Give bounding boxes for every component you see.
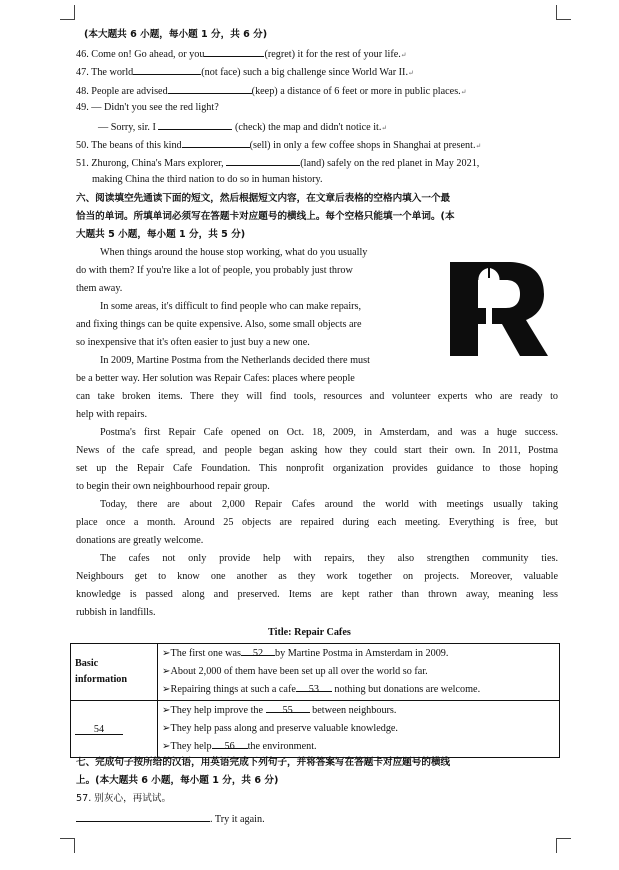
question-47: 47. The world (not face) such a big challenge since World War II.↵ — [76, 64, 414, 80]
passage-p1-l2: do with them? If you're like a lot of people, you probably just throw — [76, 265, 353, 276]
table-row — [71, 644, 560, 701]
blank-52[interactable] — [241, 645, 275, 659]
row2-line1 — [158, 702, 559, 720]
table-title: Title: Repair Cafes — [268, 627, 351, 638]
blank-55-number: 55 — [282, 705, 293, 716]
blank-56-number: 56 — [224, 741, 235, 752]
row1-l1-a: ➢The first one was — [162, 648, 241, 659]
summary-table — [70, 643, 560, 758]
passage-p5-l1: Today, there are about 2,000 Repair Cafes around the world with meetings usually taking — [100, 499, 558, 510]
row1-label-2: information — [75, 674, 128, 685]
question-46: 46. Come on! Go ahead, or you (regret) it for the rest of your life.↵ — [76, 46, 407, 62]
q48-text-a: 48. People are advised — [76, 86, 168, 97]
q57-blank[interactable] — [76, 811, 210, 822]
row2-line2: ➢They help pass along and preserve valuable knowledge. — [162, 723, 398, 734]
passage-p6-l4: rubbish in landfills. — [76, 607, 156, 618]
q50-text-b: (sell) in only a few coffee shops in Shanghai at present. — [249, 140, 476, 151]
q57-text: . Try it again. — [210, 814, 265, 825]
passage-p4-l1: Postma's first Repair Cafe opened on Oct. 18, 2009, in Amsterdam, and was a huge success. — [100, 427, 558, 438]
q51-text-b: (land) safely on the red planet in May 2021, — [300, 158, 480, 169]
q49-text-b: — Sorry, sir. I — [98, 122, 156, 133]
section7-instruction-2: 上。(本大题共 6 小题，每小题 1 分，共 6 分) — [76, 775, 279, 786]
section6-instruction-2: 恰当的单词。所填单词必须写在答题卡对应题号的横线上。每个空格只能填一个单词。(本 — [76, 211, 455, 222]
question-51-line2: making China the third nation to do so in human history. — [92, 174, 323, 185]
corner-mark-bottom-left — [60, 838, 75, 853]
row1-l3-a: ➢Repairing things at such a cafe — [162, 684, 296, 695]
row1-l3-b: nothing but donations are welcome. — [334, 684, 481, 695]
q47-blank[interactable] — [133, 64, 201, 75]
passage-p6-l2: Neighbours get to know one another as they work together on projects. Moreover, valuable — [76, 571, 558, 582]
passage-p6-l1: The cafes not only provide help with repairs, they also strengthen community ties. — [100, 553, 558, 564]
row1-label-1: Basic — [75, 658, 99, 669]
q49-blank[interactable] — [158, 119, 232, 130]
row1-line3 — [158, 681, 559, 699]
row1-l1-b: by Martine Postma in Amsterdam in 2009. — [274, 648, 449, 659]
q46-text-b: (regret) it for the rest of your life. — [264, 49, 401, 60]
blank-52-number: 52 — [252, 648, 264, 659]
row2-content-cell — [158, 701, 560, 758]
q47-text-b: (not face) such a big challenge since World War II. — [201, 67, 408, 78]
row2-line3 — [158, 738, 559, 756]
section7-instruction-1: 七、完成句子按所给的汉语，用英语完成下列句子，并将答案写在答题卡对应题号的横线 — [76, 757, 451, 768]
passage-p1-l1: When things around the house stop working, what do you usually — [100, 247, 368, 258]
row1-label-cell — [71, 644, 158, 701]
question-57-english — [76, 811, 265, 827]
q49-text-c: (check) the map and didn't notice it. — [235, 122, 382, 133]
passage-p5-l3: donations are greatly welcome. — [76, 535, 204, 546]
passage-p5-l2: place once a month. Around 25 objects are repaired during each meeting. Everything is free, but — [76, 517, 558, 528]
corner-mark-top-left — [60, 5, 75, 20]
passage-p2-l1: In some areas, it's difficult to find people who can make repairs, — [100, 301, 362, 312]
section6-instruction-1: 六、阅读填空先通读下面的短文，然后根据短文内容，在文章后表格的空格内填入一个最 — [76, 193, 451, 204]
blank-54-number: 54 — [93, 723, 105, 735]
section5-header: (本大题共 6 小题，每小题 1 分，共 6 分) — [84, 29, 268, 40]
blank-54[interactable] — [75, 724, 123, 735]
q48-text-b: (keep) a distance of 6 feet or more in public places. — [251, 86, 461, 97]
row1-content-cell — [158, 644, 560, 701]
row2-label — [71, 724, 157, 735]
passage-p6-l3: knowledge is passed along and preserved. Items are kept rather than thrown away, meaning less — [76, 589, 558, 600]
corner-mark-top-right — [556, 5, 571, 20]
q51-blank[interactable] — [226, 155, 300, 166]
passage-p3-l2: be a better way. Her solution was Repair Cafes: places where people — [76, 373, 355, 384]
question-49-line1: 49. — Didn't you see the red light? — [76, 102, 219, 113]
q46-blank[interactable] — [204, 46, 264, 57]
passage-p2-l3: so inexpensive that it's often easier to just buy a new one. — [76, 337, 310, 348]
row2-l3-a: ➢They help — [162, 741, 212, 752]
q51-text-a: 51. Zhurong, China's Mars explorer, — [76, 158, 224, 169]
passage-p4-l3: set up the Repair Cafe Foundation. This nonprofit organization provides guidance to those hoping — [76, 463, 558, 474]
row2-label-cell — [71, 701, 158, 758]
blank-53-number: 53 — [308, 684, 319, 695]
passage-p3-l1: In 2009, Martine Postma from the Netherlands decided there must — [100, 355, 370, 366]
section6-instruction-3: 大题共 5 小题，每小题 1 分，共 5 分) — [76, 229, 246, 240]
table-row — [71, 701, 560, 758]
blank-56[interactable] — [212, 738, 248, 752]
passage-p4-l4: to begin their own neighbourhood repair group. — [76, 481, 270, 492]
blank-53[interactable] — [296, 681, 332, 695]
question-51-line1 — [76, 155, 479, 171]
question-49-line2: — Sorry, sir. I (check) the map and didn't notice it.↵ — [98, 119, 387, 135]
row1-line2: ➢About 2,000 of them have been set up all over the world so far. — [162, 666, 428, 677]
passage-p3-l3: can take broken items. There they will find tools, resources and volunteer experts who are ready to — [76, 391, 558, 402]
blank-55[interactable] — [266, 702, 310, 716]
q46-text-a: 46. Come on! Go ahead, or you — [76, 49, 205, 60]
row2-l3-b: the environment. — [247, 741, 317, 752]
question-48: 48. People are advised (keep) a distance of 6 feet or more in public places.↵ — [76, 83, 467, 99]
row2-l1-a: ➢They help improve the — [162, 705, 264, 716]
q48-blank[interactable] — [168, 83, 252, 94]
row1-line1 — [158, 645, 559, 663]
repair-cafe-logo — [436, 256, 558, 362]
passage-p3-l4: help with repairs. — [76, 409, 148, 420]
passage-p2-l2: and fixing things can be quite expensive. Also, some small objects are — [76, 319, 362, 330]
q47-text-a: 47. The world — [76, 67, 134, 78]
q50-text-a: 50. The beans of this kind — [76, 140, 182, 151]
corner-mark-bottom-right — [556, 838, 571, 853]
passage-p4-l2: News of the cafe spread, and people began asking how they could start their own. In 2011, Postma — [76, 445, 558, 456]
q50-blank[interactable] — [182, 137, 250, 148]
passage-p1-l3: them away. — [76, 283, 123, 294]
question-57-chinese: 57. 别灰心，再试试。 — [76, 793, 172, 804]
row2-l1-b: between neighbours. — [312, 705, 397, 716]
question-50: 50. The beans of this kind (sell) in only a few coffee shops in Shanghai at present.↵ — [76, 137, 481, 153]
